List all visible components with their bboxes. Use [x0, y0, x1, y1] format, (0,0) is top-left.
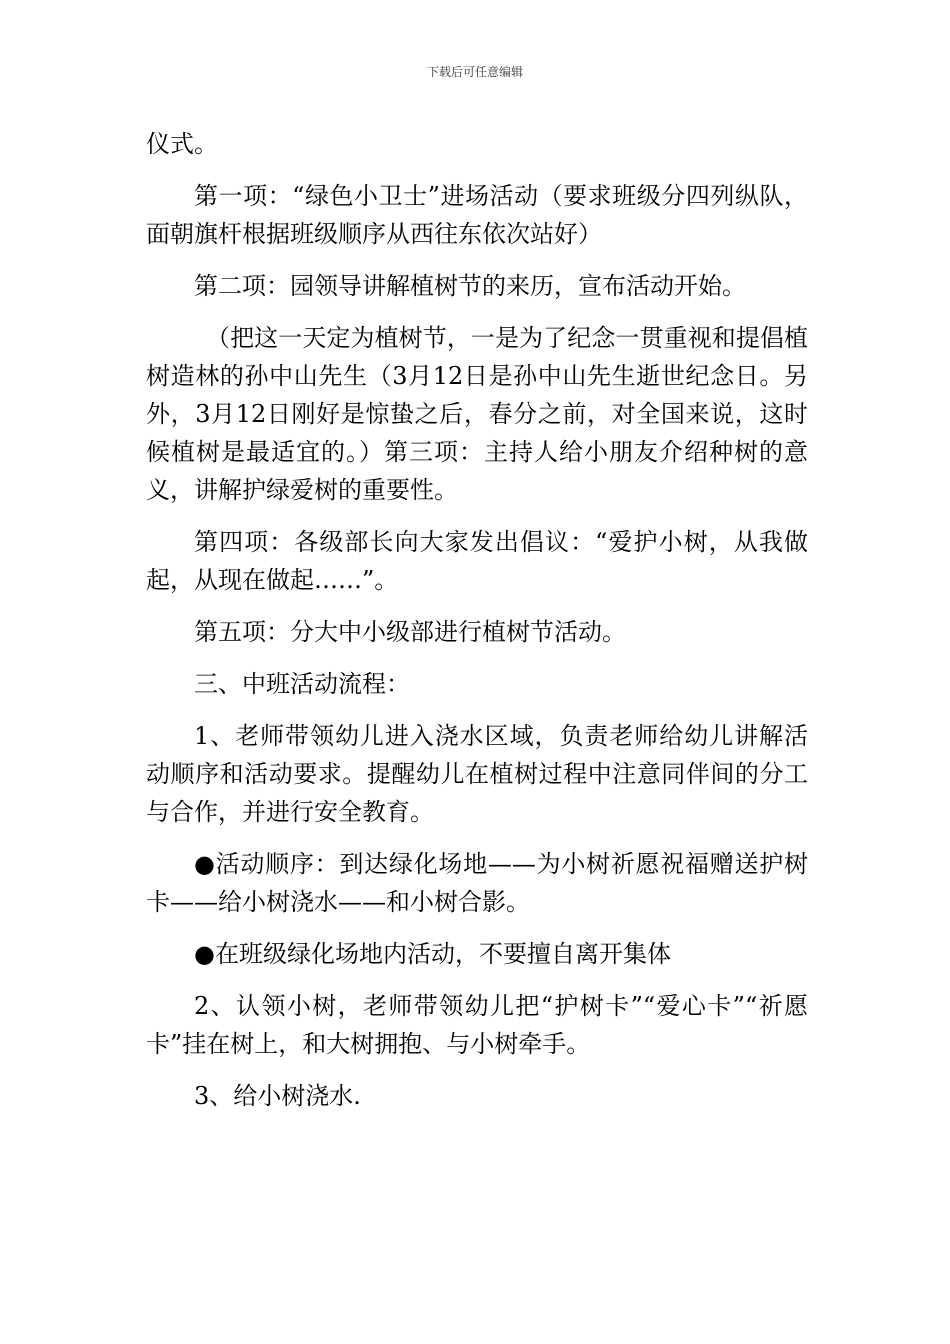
paragraph-item-1: 第一项：“绿色小卫士”进场活动（要求班级分四列纵队，面朝旗杆根据班级顺序从西往东依次站好） — [146, 182, 808, 248]
paragraph-step-3: 3、给小树浇水. — [194, 1082, 361, 1110]
paragraph-item-4: 第四项：各级部长向大家发出倡议：“爱护小树，从我做起，从现在做起……”。 — [146, 528, 808, 594]
paragraph-arbor-day-origin: （把这一天定为植树节，一是为了纪念一贯重视和提倡植树造林的孙中山先生（3月12日是孙中山先生逝世纪念日。另外，3月12日刚好是惊蛰之后，春分之前，对全国来说，这时候植树是最适宜的。）第三项：主持人给小朋友介绍种树的意义，讲解护绿爱树的重要性。 — [146, 324, 808, 504]
paragraph-ceremony-end: 仪式。 — [146, 130, 218, 158]
paragraph-step-2: 2、认领小树，老师带领幼儿把“护树卡”“爱心卡”“祈愿卡”挂在树上，和大树拥抱、与小树牵手。 — [146, 992, 808, 1058]
bullet-activity-order: ●活动顺序：到达绿化场地——为小树祈愿祝福赠送护树卡——给小树浇水——和小树合影。 — [146, 850, 808, 916]
document-body — [146, 125, 808, 1129]
paragraph-step-1: 1、老师带领幼儿进入浇水区域，负责老师给幼儿讲解活动顺序和活动要求。提醒幼儿在植树过程中注意同伴间的分工与合作，并进行安全教育。 — [146, 722, 808, 826]
bullet-stay-in-area: ●在班级绿化场地内活动，不要擅自离开集体 — [194, 940, 671, 968]
section-heading-middle-class: 三、中班活动流程： — [194, 670, 410, 698]
paragraph-item-5: 第五项：分大中小级部进行植树节活动。 — [194, 618, 626, 646]
page-header: 下载后可任意编辑 — [426, 65, 523, 79]
paragraph-item-2: 第二项：园领导讲解植树节的来历，宣布活动开始。 — [194, 272, 746, 300]
